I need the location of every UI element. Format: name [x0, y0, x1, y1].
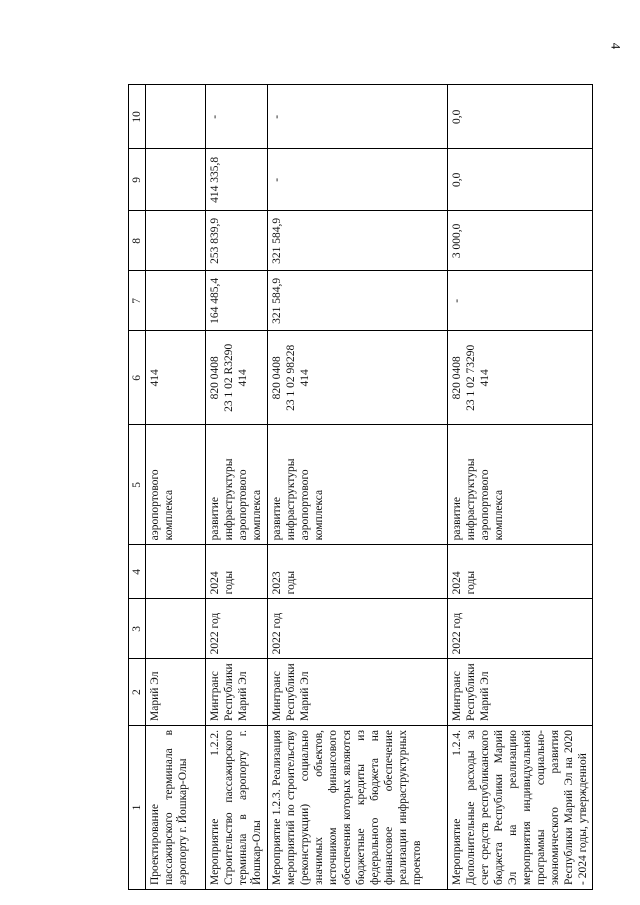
- budget-code-cell: 414: [146, 331, 206, 425]
- amount-cell: 0,0: [448, 149, 593, 211]
- table-row: [448, 85, 593, 890]
- end-year-cell: 2023 годы: [268, 545, 448, 599]
- executor-cell: Минтранс Республики Марий Эл: [268, 659, 448, 726]
- start-year-cell: [146, 599, 206, 659]
- header-cell: 9: [129, 149, 146, 211]
- header-cell: 8: [129, 211, 146, 271]
- header-cell: 5: [129, 425, 146, 545]
- result-cell: аэропортового комплекса: [146, 425, 206, 545]
- table-row: [206, 85, 268, 890]
- amount-cell: -: [206, 85, 268, 149]
- start-year-cell: 2022 год: [448, 599, 593, 659]
- amount-cell: 321 584,9: [268, 271, 448, 331]
- budget-table: [128, 84, 593, 890]
- end-year-cell: 2024 годы: [206, 545, 268, 599]
- measure-name-cell: Мероприятие 1.2.4. Дополнительные расходы за счет средств республиканского бюджета Республики Марий Эл на реализацию мероприятия индивидуальной программы социально-экономического развития Республики Марий Эл на 2020 - 2024 годы, утвержденной: [448, 726, 593, 890]
- amount-cell: 0,0: [448, 85, 593, 149]
- amount-cell: -: [268, 85, 448, 149]
- executor-cell: Марий Эл: [146, 659, 206, 726]
- budget-code-cell: 820 0408 23 1 02 73290 414: [448, 331, 593, 425]
- result-cell: развитие инфраструктуры аэропортового комплекса: [206, 425, 268, 545]
- start-year-cell: 2022 год: [268, 599, 448, 659]
- header-cell: 6: [129, 331, 146, 425]
- table-row: [268, 85, 448, 890]
- budget-code-cell: 820 0408 23 1 02 R3290 414: [206, 331, 268, 425]
- page-number: 4: [608, 42, 624, 50]
- end-year-cell: 2024 годы: [448, 545, 593, 599]
- budget-code-cell: 820 0408 23 1 02 98228 414: [268, 331, 448, 425]
- executor-cell: Минтранс Республики Марий Эл: [206, 659, 268, 726]
- amount-cell: [146, 271, 206, 331]
- amount-cell: 164 485,4: [206, 271, 268, 331]
- header-cell: 10: [129, 85, 146, 149]
- executor-cell: Минтранс Республики Марий Эл: [448, 659, 593, 726]
- amount-cell: [146, 149, 206, 211]
- amount-cell: 3 000,0: [448, 211, 593, 271]
- header-cell: 3: [129, 599, 146, 659]
- measure-name-cell: Мероприятие 1.2.2. Строительство пассажирского терминала в аэропорту г. Йошкар-Олы: [206, 726, 268, 890]
- table-row: [146, 85, 206, 890]
- measure-name-cell: Мероприятие 1.2.3. Реализация мероприятий по строительству (реконструкции) социально значимых объектов, источником финансового обеспечения которых являются бюджетные кредиты из федерального бюджета на финансовое обеспечение реализации инфраструктурных проектов: [268, 726, 448, 890]
- result-cell: развитие инфраструктуры аэропортового комплекса: [448, 425, 593, 545]
- amount-cell: -: [268, 149, 448, 211]
- amount-cell: [146, 211, 206, 271]
- amount-cell: [146, 85, 206, 149]
- end-year-cell: [146, 545, 206, 599]
- amount-cell: 414 335,8: [206, 149, 268, 211]
- header-cell: 4: [129, 545, 146, 599]
- header-row: [129, 85, 146, 890]
- header-cell: 2: [129, 659, 146, 726]
- header-cell: 7: [129, 271, 146, 331]
- amount-cell: -: [448, 271, 593, 331]
- measure-name-cell: Проектирование пассажирского терминала в аэропорту г. Йошкар-Олы: [146, 726, 206, 890]
- result-cell: развитие инфраструктуры аэропортового комплекса: [268, 425, 448, 545]
- amount-cell: 321 584,9: [268, 211, 448, 271]
- start-year-cell: 2022 год: [206, 599, 268, 659]
- header-cell: 1: [129, 726, 146, 890]
- amount-cell: 253 839,9: [206, 211, 268, 271]
